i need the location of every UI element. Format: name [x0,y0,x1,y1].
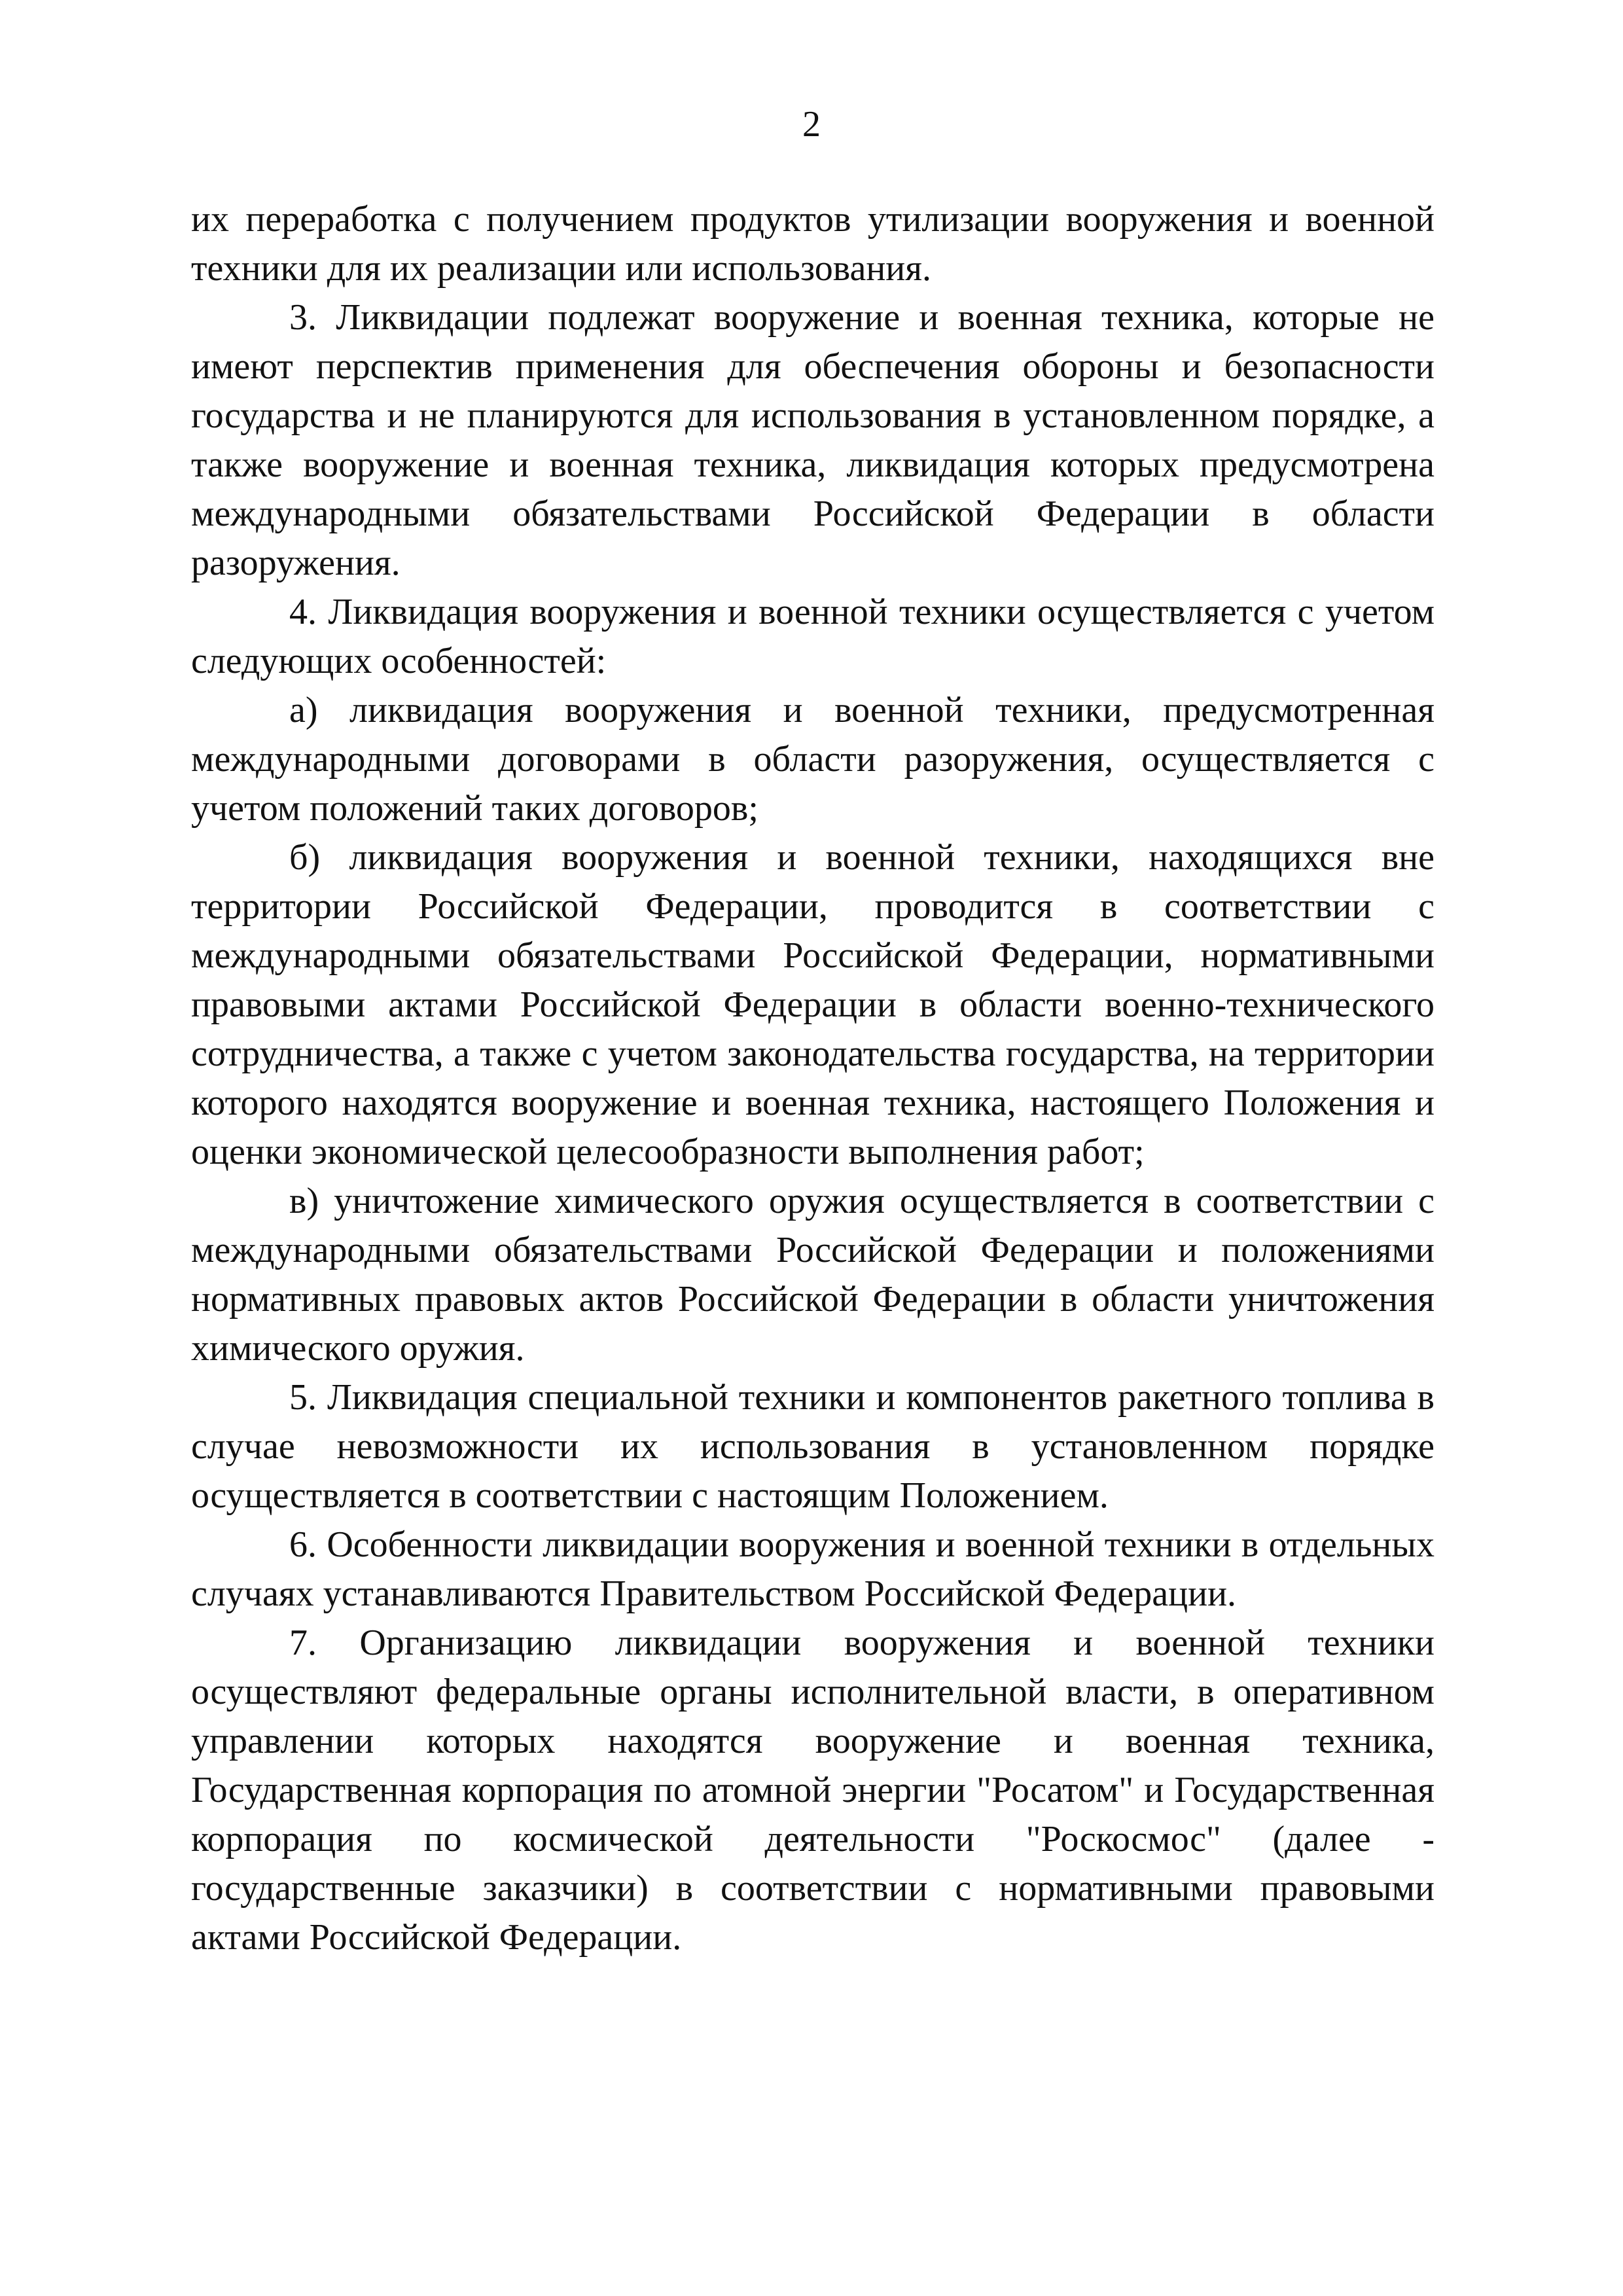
paragraph-continuation: их переработка с получением продуктов утилизации вооружения и военной техники для их реализации или использования. [191,199,1435,289]
paragraph-item-7: 7. Организацию ликвидации вооружения и военной техники осуществляют федеральные органы исполнительной власти, в оперативном управлении которых находятся вооружение и военная техника, Государственная корпорация по атомной энергии "Росатом" и Государственная корпорация по космической деятельности "Роскосмос" (далее - государственные заказчики) в соответствии с нормативными правовыми актами Российской Федерации. [191,1623,1435,1958]
paragraph-item-5: 5. Ликвидация специальной техники и компонентов ракетного топлива в случае невозможности их использования в установленном порядке осуществляется в соответствии с настоящим Положением. [191,1377,1435,1516]
paragraph-item-6: 6. Особенности ликвидации вооружения и военной техники в отдельных случаях устанавливаются Правительством Российской Федерации. [191,1524,1435,1614]
paragraph-subitem-v: в) уничтожение химического оружия осуществляется в соответствии с международными обязательствами Российской Федерации и положениями нормативных правовых актов Российской Федерации в области уничтожения химического оружия. [191,1181,1435,1369]
document-body [191,195,1435,1962]
paragraph-item-4: 4. Ликвидация вооружения и военной техники осуществляется с учетом следующих особенностей: [191,592,1435,681]
page-number: 2 [802,104,821,145]
paragraph-subitem-b: б) ликвидация вооружения и военной техники, находящихся вне территории Российской Федерации, проводится в соответствии с международными обязательствами Российской Федерации, нормативными правовыми актами Российской Федерации в области военно-технического сотрудничества, а также с учетом законодательства государства, на территории которого находятся вооружение и военная техника, настоящего Положения и оценки экономической целесообразности выполнения работ; [191,837,1435,1172]
paragraph-item-3: 3. Ликвидации подлежат вооружение и военная техника, которые не имеют перспектив применения для обеспечения обороны и безопасности государства и не планируются для использования в установленном порядке, а также вооружение и военная техника, ликвидация которых предусмотрена международными обязательствами Российской Федерации в области разоружения. [191,297,1435,583]
paragraph-subitem-a: а) ликвидация вооружения и военной техники, предусмотренная международными договорами в области разоружения, осуществляется с учетом положений таких договоров; [191,690,1435,829]
